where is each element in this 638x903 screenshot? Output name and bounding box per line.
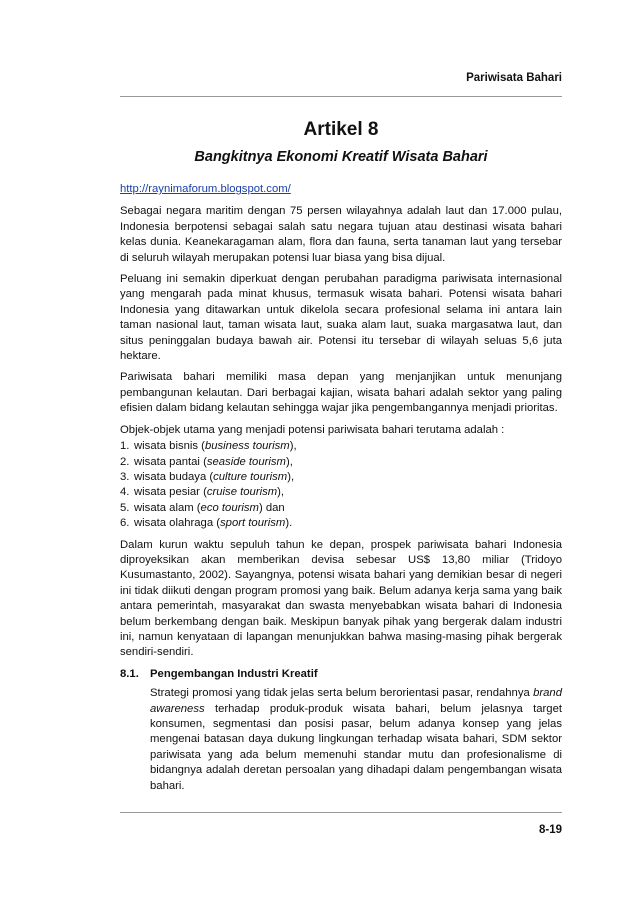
paragraph-5: Dalam kurun waktu sepuluh tahun ke depan, prospek pariwisata bahari Indonesia diproyeksikan akan memberikan devisa sebesar US$ 13,80 miliar (Tridoyo Kusumastanto, 2002). Sayangnya, potensi wisata bahari yang demikian besar di negeri ini tidak diikuti dengan program promosi yang baik. Belum adanya kerja sama yang baik antara pemerintah, masyarakat dan swasta menyebabkan wisata bahari di Indonesia belum berkembang dengan baik. Meskipun banyak pihak yang bergerak dalam industri ini, namun kenyataan di lapangan menunjukkan bahwa masing-masing pihak bergerak sendiri-sendiri. — [120, 538, 562, 659]
list-item: 3. wisata budaya (culture tourism), — [120, 470, 295, 483]
article-title: Artikel 8 — [303, 119, 379, 140]
section-number: 8.1. — [120, 667, 139, 680]
page-number: 8-19 — [538, 824, 562, 836]
section-paragraph: Strategi promosi yang tidak jelas serta belum berorientasi pasar, rendahnya brand awareness terhadap produk-produk wisata bahari, belum jelasnya target konsumen, segmentasi dan posisi pasar, belum adanya konsep yang jelas mengenai batasan daya dukung lingkungan terhadap wisata bahari, SDM sektor pariwisata yang ada belum memenuhi standar mutu dan profesionalisme di bidangnya adalah deretan persoalan yang dihadapi dalam pengembangan wisata bahari. — [150, 687, 562, 792]
list-item: 2. wisata pantai (seaside tourism), — [120, 455, 293, 468]
header-rule — [120, 96, 562, 97]
list-item: 4. wisata pesiar (cruise tourism), — [120, 486, 285, 499]
list-item: 6. wisata olahraga (sport tourism). — [120, 517, 293, 530]
paragraph-4: Objek-objek utama yang menjadi potensi pariwisata bahari terutama adalah : — [120, 423, 505, 436]
article-subtitle: Bangkitnya Ekonomi Kreatif Wisata Bahari — [194, 149, 488, 165]
paragraph-1: Sebagai negara maritim dengan 75 persen wilayahnya adalah laut dan 17.000 pulau, Indonesia berpotensi sebagai salah satu negara tujuan atau destinasi wisata bahari kelas dunia. Keanekaragaman alam, flora dan fauna, serta tanaman laut yang tersebar di seluruh wilayah merupakan potensi luar biasa yang bisa dijual. — [120, 205, 562, 264]
paragraph-2: Peluang ini semakin diperkuat dengan perubahan paradigma pariwisata internasional yang mengarah pada minat khusus, termasuk wisata bahari. Potensi wisata bahari Indonesia yang ditawarkan untuk dikelola secara profesional selama ini antara lain taman nasional laut, taman wisata laut, suaka alam laut, suaka margasatwa laut, dan situs peninggalan budaya bawah air. Potensi itu tersebar di wilayah seluas 5,6 juta hektare. — [120, 273, 562, 363]
paragraph-3: Pariwisata bahari memiliki masa depan yang menjanjikan untuk menunjang pembangunan kelautan. Dari berbagai kajian, wisata bahari adalah sektor yang paling efisien dalam bidang kelautan sehingga wajar jika pengembangannya menjadi prioritas. — [120, 371, 562, 415]
article-body — [120, 118, 562, 794]
list-item: 5. wisata alam (eco tourism) dan — [120, 501, 285, 514]
section-title: Pengembangan Industri Kreatif — [150, 667, 318, 680]
source-link[interactable]: http://raynimaforum.blogspot.com/ — [120, 183, 291, 195]
footer-rule — [120, 812, 562, 813]
list-item: 1. wisata bisnis (business tourism), — [120, 440, 297, 453]
tourism-objects-list — [120, 439, 562, 531]
running-header: Pariwisata Bahari — [466, 72, 562, 84]
section-heading — [120, 667, 562, 682]
